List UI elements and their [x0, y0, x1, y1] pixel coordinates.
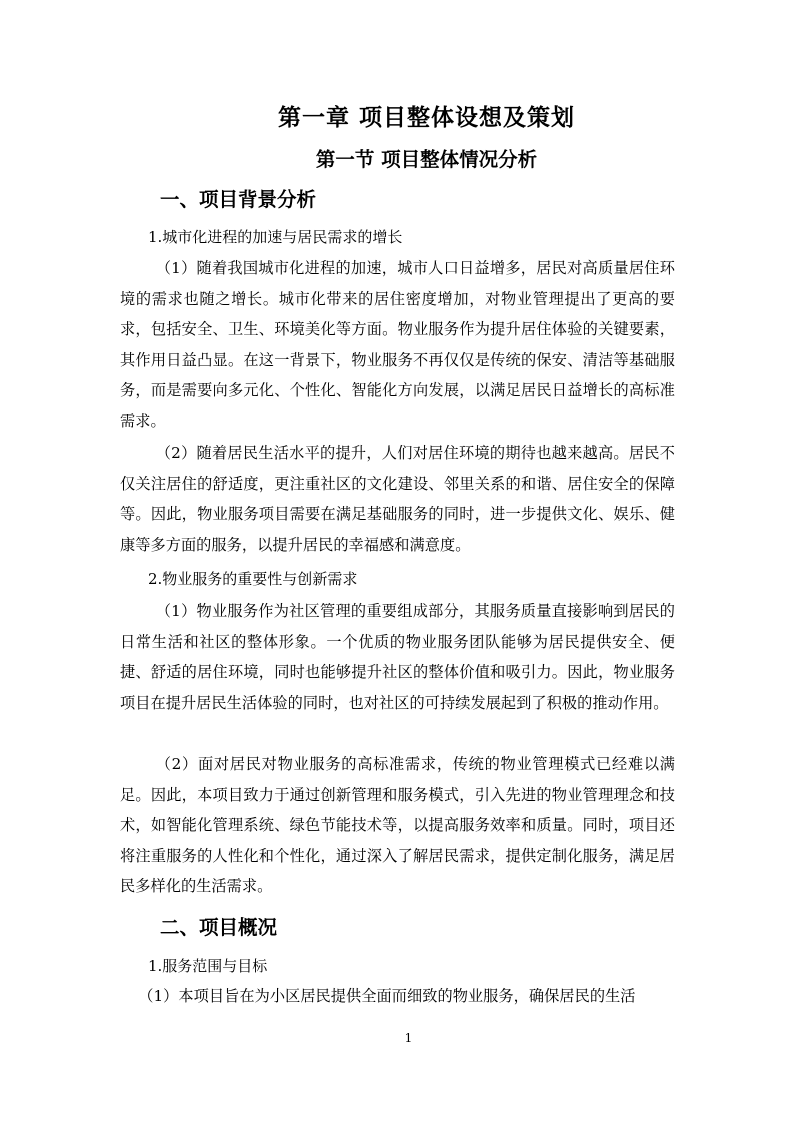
subheading-property-service-importance: 2.物业服务的重要性与创新需求	[148, 570, 358, 588]
paragraph: （1）随着我国城市化进程的加速，城市人口日益增多，居民对高质量居住环境的需求也随之增长。城市化带来的居住密度增加，对物业管理提出了更高的要求，包括安全、卫生、环境美化等方面。物业服务作为提升居住体验的关键要素，其作用日益凸显。在这一背景下，物业服务不再仅仅是传统的保安、清洁等基础服务，而是需要向多元化、个性化、智能化方向发展，以满足居民日益增长的高标准需求。	[120, 259, 675, 430]
heading-project-overview: 二、项目概况	[160, 916, 278, 939]
paragraph: （1）本项目旨在为小区居民提供全面而细致的物业服务，确保居民的生活	[138, 987, 636, 1005]
subheading-urbanization: 1.城市化进程的加速与居民需求的增长	[148, 228, 403, 246]
page-number: 1	[404, 1031, 413, 1045]
paragraph: （2）随着居民生活水平的提升，人们对居住环境的期待也越来越高。居民不仅关注居住的舒适度，更注重社区的文化建设、邻里关系的和谐、居住安全的保障等。因此，物业服务项目需要在满足基础服务的同时，进一步提供文化、娱乐、健康等多方面的服务，以提升居民的幸福感和满意度。	[120, 444, 675, 554]
section-title: 第一节 项目整体情况分析	[315, 148, 538, 171]
paragraph: （2）面对居民对物业服务的高标准需求，传统的物业管理模式已经难以满足。因此，本项目致力于通过创新管理和服务模式，引入先进的物业管理理念和技术，如智能化管理系统、绿色节能技术等，以提高服务效率和质量。同时，项目还将注重服务的人性化和个性化，通过深入了解居民需求，提供定制化服务，满足居民多样化的生活需求。	[120, 755, 675, 896]
paragraph: （1）物业服务作为社区管理的重要组成部分，其服务质量直接影响到居民的日常生活和社区的整体形象。一个优质的物业服务团队能够为居民提供安全、便捷、舒适的居住环境，同时也能够提升社区的整体价值和吸引力。因此，物业服务项目在提升居民生活体验的同时，也对社区的可持续发展起到了积极的推动作用。	[120, 602, 675, 712]
chapter-title: 第一章 项目整体设想及策划	[277, 104, 575, 131]
heading-background-analysis: 一、项目背景分析	[160, 188, 317, 211]
subheading-service-scope: 1.服务范围与目标	[148, 957, 268, 975]
